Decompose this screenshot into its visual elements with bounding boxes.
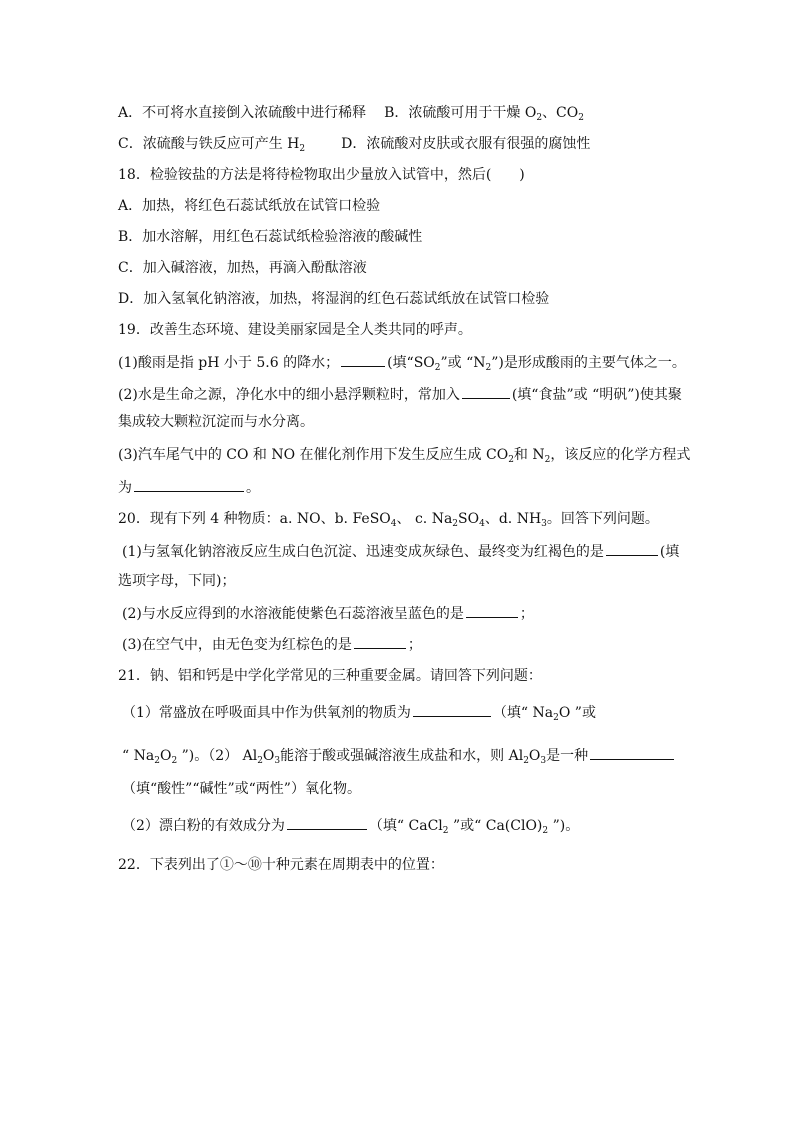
- q20-part1-cont: 选项字母，下同)；: [118, 573, 236, 589]
- q17-option-a: A．不可将水直接倒入浓硫酸中进行稀释: [118, 105, 367, 121]
- q20-answer-blank-3[interactable]: [354, 634, 406, 649]
- q17-options-cd: [118, 134, 694, 154]
- q17-option-c: C．浓硫酸与铁反应可产生 $H_2$: [118, 136, 306, 154]
- q19-answer-blank-1[interactable]: [341, 352, 385, 367]
- q18-option-b: B．加水溶解，用红色石蕊试纸检验溶液的酸碱性: [118, 229, 423, 245]
- q20-stem: 20．现有下列 4 种物质：a. NO、b. FeSO$_4$、 c. $Na_2SO_4$、d. $NH_3$。回答下列问题。: [118, 511, 659, 529]
- q21-part2-cont: （填“酸性”“碱性”或“两性”）氧化物。: [122, 781, 361, 797]
- q19-part3-cont: 为 。: [118, 477, 694, 498]
- q18-option-c: C．加入碱溶液，加热，再滴入酚酞溶液: [118, 260, 367, 276]
- q19-part1: (1)酸雨是指 pH 小于 5.6 的降水； (填“$SO_2$”或 “$N_2$”)是形成酸雨的主要气体之一。: [118, 352, 694, 373]
- q20-part2: (2)与水反应得到的水溶液能使紫色石蕊溶液呈蓝色的是 ；: [122, 603, 694, 624]
- q17-options-ab: [118, 103, 694, 123]
- q19-stem: 19．改善生态环境、建设美丽家园是全人类共同的呼声。: [118, 322, 472, 338]
- q18-option-d: D．加入氢氧化钠溶液，加热，将湿润的红色石蕊试纸放在试管口检验: [118, 291, 550, 307]
- q20-answer-blank-1[interactable]: [606, 541, 658, 556]
- q17-option-b: B．浓硫酸可用于干燥 $O_2$、$CO_2$: [384, 105, 584, 123]
- q21-answer-blank-1[interactable]: [413, 702, 491, 717]
- q22-stem: 22．下表列出了①～⑩十种元素在周期表中的位置：: [118, 857, 444, 873]
- q21-stem: 21．钠、铝和钙是中学化学常见的三种重要金属。请回答下列问题：: [118, 668, 542, 684]
- q19-answer-blank-2[interactable]: [462, 384, 510, 399]
- q21-part1-cont: “ $Na_2O_2$ ”)。（2） $Al_2O_3$能溶于酸或强碱溶液生成盐和水，则 $Al_2O_3$是一种: [122, 745, 694, 766]
- q20-part1: (1)与氢氧化钠溶液反应生成白色沉淀、迅速变成灰绿色、最终变为红褐色的是 (填: [122, 541, 694, 562]
- q19-part2: (2)水是生命之源，净化水中的细小悬浮颗粒时，常加入 (填“食盐”或 “明矾”)使其聚: [118, 384, 694, 405]
- q18-stem: 18．检验铵盐的方法是将待检物取出少量放入试管中，然后( ): [118, 167, 525, 183]
- q21-answer-blank-2[interactable]: [590, 745, 674, 760]
- q19-part3: (3)汽车尾气中的 CO 和 NO 在催化剂作用下发生反应生成 $CO_2$和 $N_2$，该反应的化学方程式: [118, 447, 691, 465]
- q20-part3: (3)在空气中，由无色变为红棕色的是 ；: [122, 634, 694, 655]
- q21-answer-blank-3[interactable]: [287, 815, 367, 830]
- q21-part3: （2）漂白粉的有效成分为 （填“ CaCl$_2$ ”或“ $Ca(ClO)_2$ ”)。: [122, 815, 694, 836]
- q19-part2-cont: 集成较大颗粒沉淀而与水分离。: [118, 414, 314, 430]
- q20-answer-blank-2[interactable]: [466, 603, 518, 618]
- q17-option-d: D．浓硫酸对皮肤或衣服有很强的腐蚀性: [341, 136, 591, 152]
- q18-option-a: A．加热，将红色石蕊试纸放在试管口检验: [118, 198, 381, 214]
- q19-answer-blank-3[interactable]: [134, 477, 244, 492]
- q21-part1: （1）常盛放在呼吸面具中作为供氧剂的物质为 （填“ $Na_2O$ ”或: [122, 702, 694, 723]
